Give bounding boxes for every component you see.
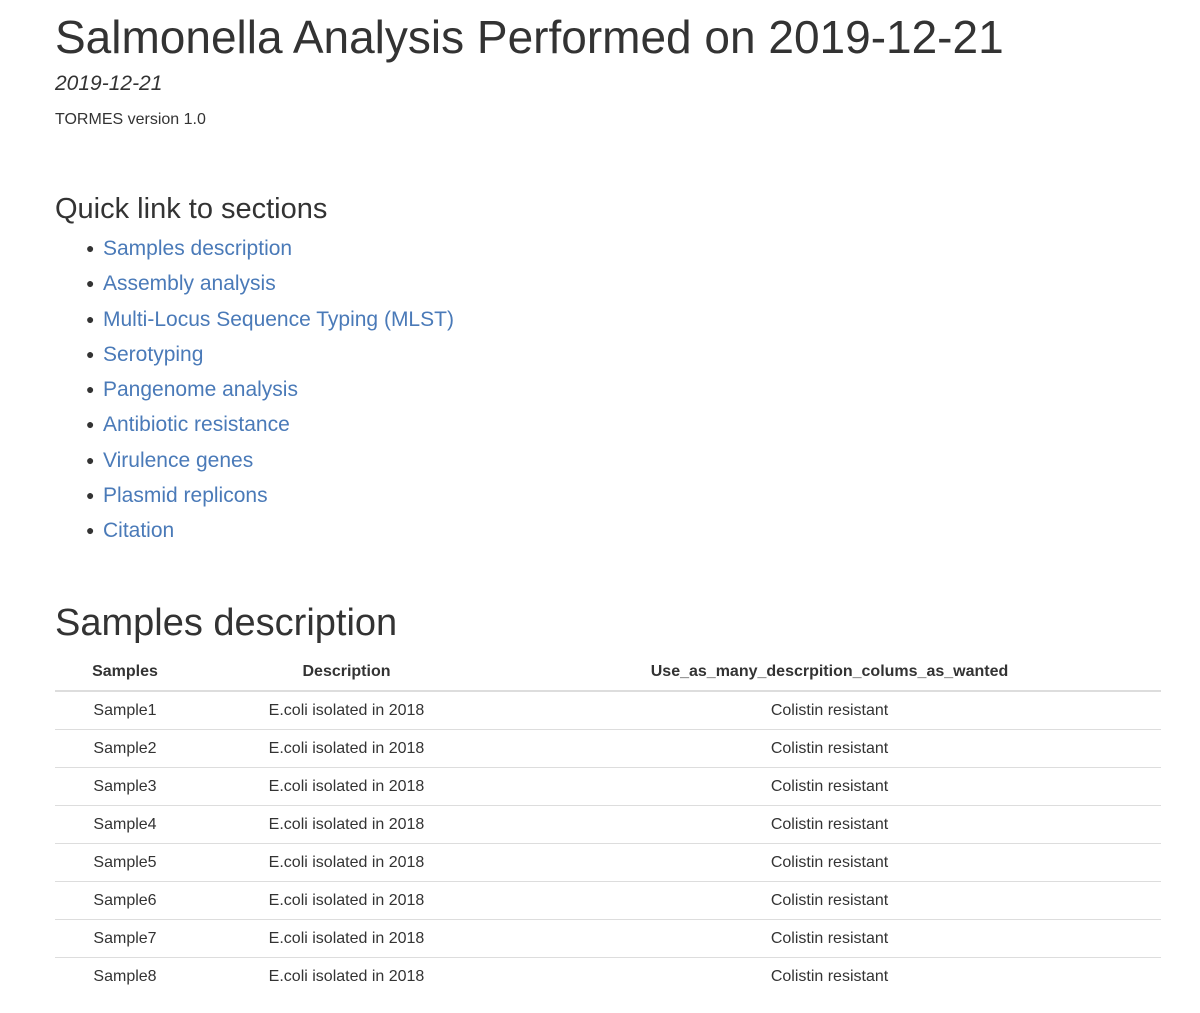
list-item bbox=[55, 372, 454, 407]
bullet-icon: ● bbox=[86, 240, 95, 256]
cell-extra: Colistin resistant bbox=[498, 920, 1161, 958]
report-date: 2019-12-21 bbox=[55, 72, 163, 95]
table-row bbox=[55, 730, 1161, 768]
cell-sample: Sample3 bbox=[55, 768, 195, 806]
bullet-icon: ● bbox=[86, 416, 95, 433]
cell-description: E.coli isolated in 2018 bbox=[195, 806, 498, 844]
quick-links-heading: Quick link to sections bbox=[55, 193, 328, 225]
cell-sample: Sample8 bbox=[93, 967, 157, 985]
bullet-icon: ● bbox=[86, 451, 95, 468]
cell-description: E.coli isolated in 2018 bbox=[195, 920, 498, 958]
table-row bbox=[55, 920, 1161, 958]
samples-description-heading: Samples description bbox=[55, 602, 398, 644]
link-plasmid-replicons[interactable]: Plasmid replicons bbox=[103, 484, 268, 508]
cell-extra: Colistin resistant bbox=[498, 768, 1161, 806]
list-item bbox=[55, 478, 454, 513]
list-item bbox=[55, 266, 454, 301]
page-title: Salmonella Analysis Performed on 2019-12-21 bbox=[55, 11, 1004, 63]
cell-sample: Sample2 bbox=[55, 730, 195, 768]
list-item bbox=[55, 407, 454, 442]
column-header-extra: Use_as_many_descrpition_colums_as_wanted bbox=[498, 654, 1161, 691]
cell-extra: Colistin resistant bbox=[498, 691, 1161, 730]
link-citation[interactable]: Citation bbox=[103, 519, 175, 543]
column-header-samples: Samples bbox=[55, 654, 195, 691]
cell-description: E.coli isolated in 2018 bbox=[268, 967, 425, 985]
table-header-row bbox=[55, 654, 1161, 691]
cell-description: E.coli isolated in 2018 bbox=[195, 882, 498, 920]
link-virulence-genes[interactable]: Virulence genes bbox=[103, 448, 254, 472]
bullet-icon: ● bbox=[86, 381, 95, 398]
cell-sample: Sample1 bbox=[55, 691, 195, 730]
table-row bbox=[55, 882, 1161, 920]
table-row bbox=[55, 768, 1161, 806]
cell-description: E.coli isolated in 2018 bbox=[195, 691, 498, 730]
link-samples-description[interactable]: Samples description bbox=[103, 237, 293, 260]
list-item bbox=[55, 513, 454, 548]
cell-sample: Sample4 bbox=[55, 806, 195, 844]
cell-sample: Sample6 bbox=[55, 882, 195, 920]
list-item bbox=[55, 302, 454, 337]
samples-table bbox=[55, 654, 1161, 995]
cell-extra: Colistin resistant bbox=[770, 967, 889, 985]
column-header-description: Description bbox=[195, 654, 498, 691]
cell-extra: Colistin resistant bbox=[498, 844, 1161, 882]
cell-sample: Sample5 bbox=[55, 844, 195, 882]
cell-extra: Colistin resistant bbox=[498, 882, 1161, 920]
quick-links-list bbox=[55, 231, 454, 549]
bullet-icon: ● bbox=[86, 310, 95, 327]
bullet-icon: ● bbox=[86, 487, 95, 504]
link-assembly-analysis[interactable]: Assembly analysis bbox=[103, 272, 276, 296]
bullet-icon: ● bbox=[86, 345, 95, 362]
version-info: TORMES version 1.0 bbox=[55, 111, 206, 128]
link-antibiotic-resistance[interactable]: Antibiotic resistance bbox=[103, 413, 290, 437]
cell-description: E.coli isolated in 2018 bbox=[195, 768, 498, 806]
list-item bbox=[55, 231, 454, 266]
table-row bbox=[55, 958, 1161, 996]
list-item bbox=[55, 337, 454, 372]
cell-sample: Sample7 bbox=[55, 920, 195, 958]
bullet-icon: ● bbox=[86, 275, 95, 292]
cell-extra: Colistin resistant bbox=[498, 730, 1161, 768]
list-item bbox=[55, 443, 454, 478]
bullet-icon: ● bbox=[86, 522, 95, 539]
link-serotyping[interactable]: Serotyping bbox=[103, 342, 204, 366]
cell-description: E.coli isolated in 2018 bbox=[195, 730, 498, 768]
table-row bbox=[55, 691, 1161, 730]
table-row bbox=[55, 806, 1161, 844]
link-mlst[interactable]: Multi-Locus Sequence Typing (MLST) bbox=[103, 307, 454, 331]
cell-extra: Colistin resistant bbox=[498, 806, 1161, 844]
cell-description: E.coli isolated in 2018 bbox=[195, 844, 498, 882]
table-row bbox=[55, 844, 1161, 882]
link-pangenome-analysis[interactable]: Pangenome analysis bbox=[103, 378, 298, 402]
